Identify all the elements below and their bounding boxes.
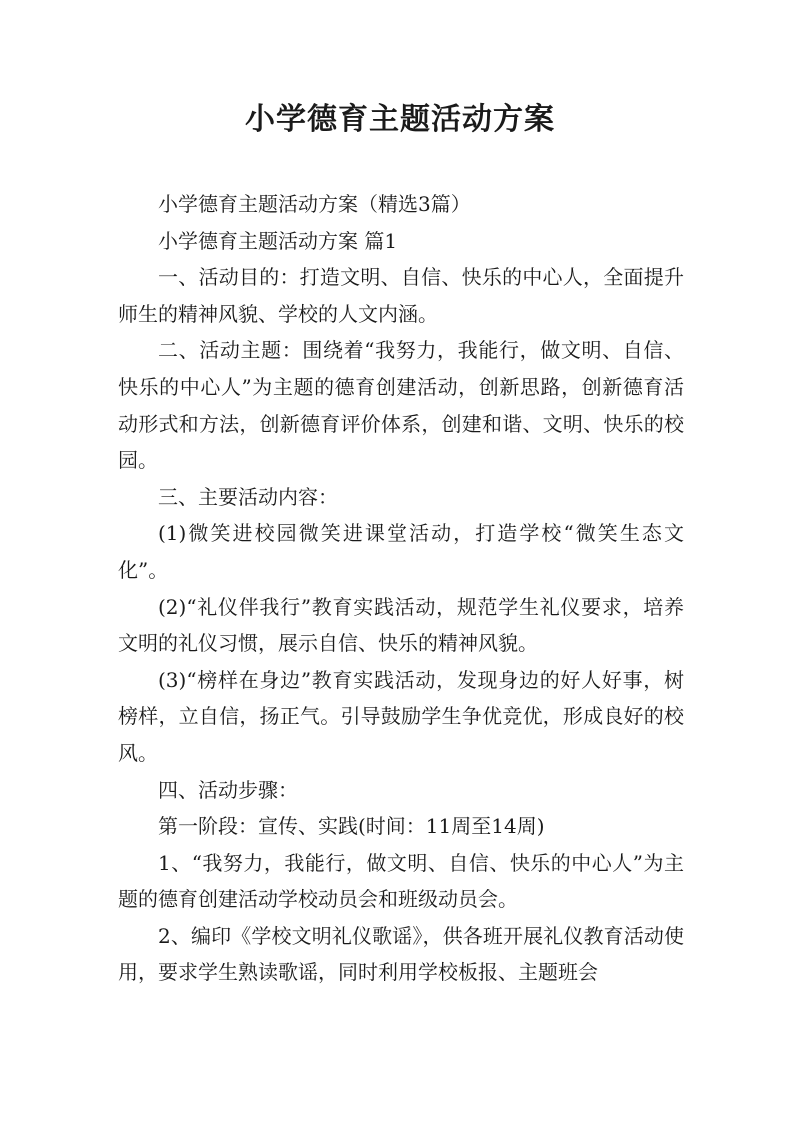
paragraph-main-content-heading: 三、主要活动内容： bbox=[158, 484, 338, 509]
paragraph-step-2: 2、编印《学校文明礼仪歌谣》，供各班开展礼仪教育活动使用，要求学生熟读歌谣，同时利用学校板报、主题班会 bbox=[118, 923, 684, 985]
paragraph-steps-heading: 四、活动步骤： bbox=[158, 777, 298, 802]
paragraph-subtitle: 小学德育主题活动方案（精选3篇） bbox=[158, 192, 471, 216]
paragraph-stage-one: 第一阶段：宣传、实践(时间：11周至14周) bbox=[158, 814, 545, 839]
document-body bbox=[118, 186, 684, 991]
paragraph-content-item-3: (3)“榜样在身边”教育实践活动，发现身边的好人好事，树榜样，立自信，扬正气。引导鼓励学生争优竞优，形成良好的校风。 bbox=[118, 667, 684, 765]
paragraph-step-1: 1、“我努力，我能行，做文明、自信、快乐的中心人”为主题的德育创建活动学校动员会和班级动员会。 bbox=[118, 850, 684, 912]
paragraph-section-heading: 小学德育主题活动方案 篇1 bbox=[158, 228, 398, 253]
paragraph-content-item-1: (1)微笑进校园微笑进课堂活动，打造学校“微笑生态文化”。 bbox=[118, 521, 684, 582]
paragraph-activity-purpose: 一、活动目的：打造文明、自信、快乐的中心人，全面提升师生的精神风貌、学校的人文内涵。 bbox=[118, 265, 684, 326]
paragraph-activity-theme: 二、活动主题：围绕着“我努力，我能行，做文明、自信、快乐的中心人”为主题的德育创建活动，创新思路，创新德育活动形式和方法，创新德育评价体系，创建和谐、文明、快乐的校园。 bbox=[118, 338, 684, 473]
paragraph-content-item-2: (2)“礼仪伴我行”教育实践活动，规范学生礼仪要求，培养文明的礼仪习惯，展示自信、快乐的精神风貌。 bbox=[118, 594, 684, 656]
page-title: 小学德育主题活动方案 bbox=[245, 102, 555, 137]
